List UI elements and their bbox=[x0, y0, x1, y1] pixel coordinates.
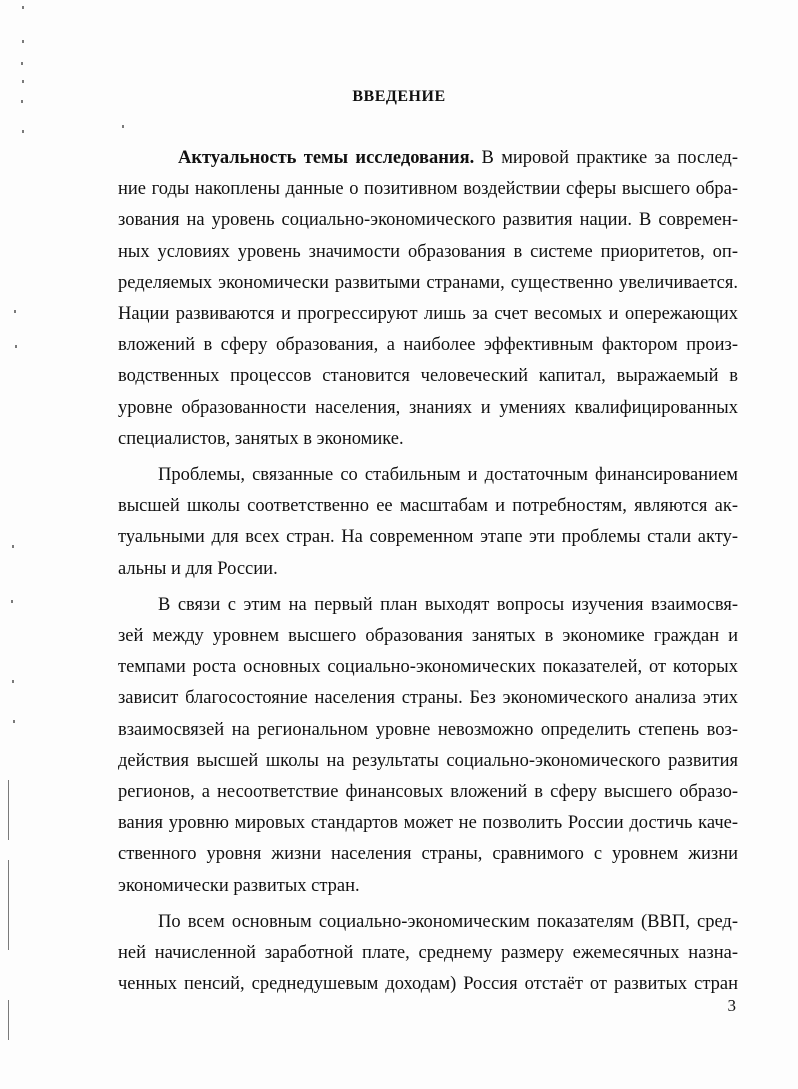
paragraph-4 bbox=[118, 907, 738, 1001]
text-line: туальными для всех стран. На современном этапе эти проблемы стали акту- bbox=[118, 527, 738, 548]
scan-speck bbox=[22, 130, 24, 133]
text-line-rest: В мировой практике за послед- bbox=[474, 148, 738, 168]
scan-speck bbox=[13, 720, 15, 723]
scan-speck bbox=[11, 600, 13, 603]
page-heading: ВВЕДЕНИЕ bbox=[352, 88, 446, 105]
text-line: вложений в сферу образования, а наиболее эффективным фактором произ- bbox=[118, 335, 738, 356]
text-line: зей между уровнем высшего образования занятых в экономике граждан и bbox=[118, 626, 738, 647]
text-line: В связи с этим на первый план выходят вопросы изучения взаимосвя- bbox=[158, 594, 738, 615]
text-line: Нации развиваются и прогрессируют лишь за счет весомых и опережающих bbox=[118, 304, 738, 325]
text-line: экономически развитых стран. bbox=[118, 875, 360, 896]
text-line: водственных процессов становится человеческий капитал, выражаемый в bbox=[118, 366, 738, 387]
scan-speck bbox=[22, 6, 24, 9]
scan-speck bbox=[14, 310, 16, 313]
text-line: зависит благосостояние населения страны. Без экономического анализа этих bbox=[118, 688, 738, 709]
text-line: По всем основным социально-экономическим показателям (ВВП, сред- bbox=[158, 911, 738, 932]
body-text bbox=[118, 143, 738, 1005]
scan-speck bbox=[8, 860, 9, 950]
scan-speck bbox=[12, 545, 14, 548]
scan-speck bbox=[15, 345, 17, 348]
text-line: взаимосвязей на региональном уровне невозможно определить степень воз- bbox=[118, 719, 738, 740]
text-line: уровне образованности населения, знаниях и умениях квалифицированных bbox=[118, 397, 738, 418]
scan-speck bbox=[12, 680, 14, 683]
text-line: темпами роста основных социально-экономических показателей, от которых bbox=[118, 657, 738, 678]
text-line bbox=[118, 143, 738, 174]
scan-speck bbox=[22, 80, 24, 83]
text-line: специалистов, занятых в экономике. bbox=[118, 428, 404, 449]
scan-speck bbox=[22, 40, 24, 43]
text-line: Проблемы, связанные со стабильным и достаточным финансированием bbox=[158, 465, 738, 486]
paragraph-lead: Актуальность темы исследования. bbox=[178, 148, 475, 168]
scan-speck bbox=[21, 62, 23, 65]
paragraph-3 bbox=[118, 590, 738, 902]
text-line: вания уровню мировых стандартов может не позволить России достичь каче- bbox=[118, 813, 738, 834]
text-line: регионов, а несоответствие финансовых вложений в сферу высшего образо- bbox=[118, 782, 738, 803]
text-line: альны и для России. bbox=[118, 558, 278, 579]
text-line: зования на уровень социально-экономического развития нации. В современ- bbox=[118, 210, 738, 231]
paragraph-1 bbox=[118, 143, 738, 455]
text-line: ственного уровня жизни населения страны, сравнимого с уровнем жизни bbox=[118, 844, 738, 865]
text-line: высшей школы соответственно ее масштабам и потребностям, являются ак- bbox=[118, 496, 738, 517]
text-line: действия высшей школы на результаты социально-экономического развития bbox=[118, 750, 738, 771]
text-line: ределяемых экономически развитыми странами, существенно увеличивается. bbox=[118, 272, 738, 293]
text-line: ных условиях уровень значимости образования в системе приоритетов, оп- bbox=[118, 241, 738, 262]
page-number: 3 bbox=[727, 996, 736, 1015]
text-line: ней начисленной заработной плате, среднему размеру ежемесячных назна- bbox=[118, 943, 738, 964]
scan-speck bbox=[8, 1000, 9, 1040]
scan-speck bbox=[8, 780, 9, 840]
text-line: ние годы накоплены данные о позитивном воздействии сферы высшего обра- bbox=[118, 179, 738, 200]
text-line: ченных пенсий, среднедушевым доходам) Россия отстаёт от развитых стран bbox=[118, 974, 738, 995]
paragraph-2 bbox=[118, 460, 738, 585]
scan-speck bbox=[122, 125, 124, 128]
